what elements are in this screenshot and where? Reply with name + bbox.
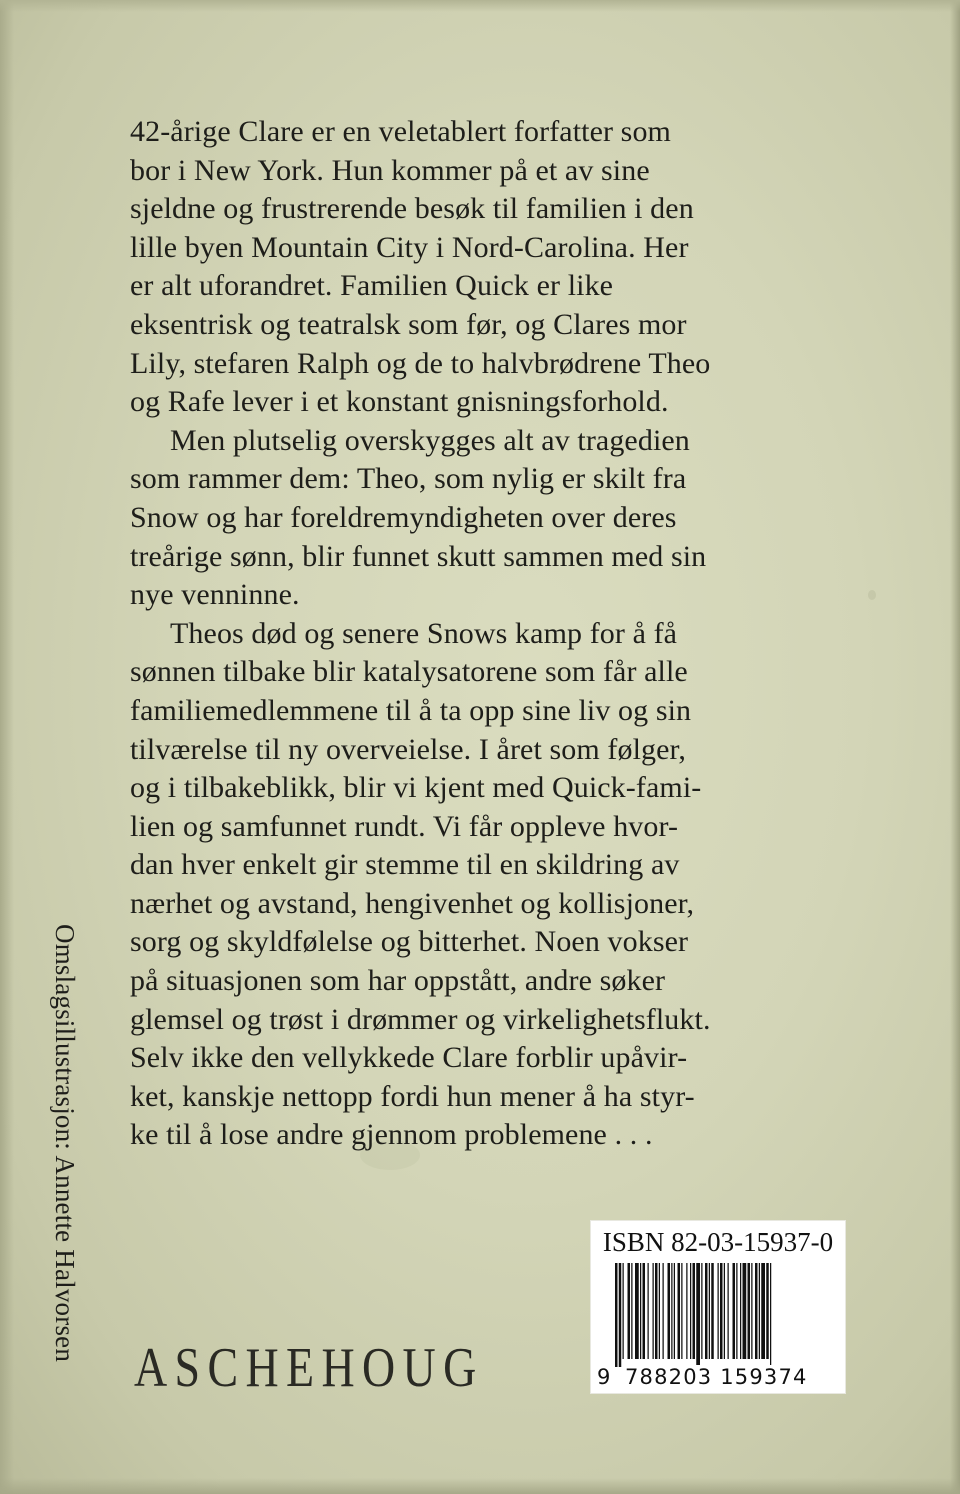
barcode-bar <box>709 1263 710 1359</box>
barcode-bar <box>743 1263 747 1359</box>
blurb-line: eksentrisk og teatralsk som før, og Clares mor <box>130 307 687 341</box>
blurb-line: Men plutselig overskygges alt av tragedien <box>170 423 690 457</box>
barcode-bar <box>674 1263 675 1359</box>
barcode-bar <box>751 1263 752 1359</box>
blurb-line: Lily, stefaren Ralph og de to halvbrødrene Theo <box>130 346 711 380</box>
blurb-line: sorg og skyldfølelse og bitterhet. Noen vokser <box>130 925 689 959</box>
barcode-bar <box>623 1263 624 1359</box>
barcode-bar <box>696 1263 700 1367</box>
blurb-line: Theos død og senere Snows kamp for å få <box>170 616 678 650</box>
barcode-bar <box>759 1263 760 1359</box>
barcode-first-digit: 9 <box>597 1365 611 1389</box>
cover-edge-right <box>950 0 960 1494</box>
barcode-bar <box>648 1263 649 1359</box>
blurb-line: glemsel og trøst i drømmer og virkelighetsflukt. <box>130 1002 711 1036</box>
blurb-line: Selv ikke den vellykkede Clare forblir upåvir- <box>130 1041 688 1075</box>
barcode <box>615 1263 839 1367</box>
blurb-line: som rammer dem: Theo, som nylig er skilt fra <box>130 462 687 496</box>
cover-edge-top <box>0 0 960 12</box>
isbn-barcode-box <box>590 1220 846 1394</box>
barcode-bar <box>766 1263 769 1359</box>
barcode-bar <box>640 1263 641 1359</box>
barcode-bar <box>671 1263 672 1359</box>
illustration-credit-text: Omslagsillustrasjon: Annette Halvorsen <box>50 924 80 1363</box>
blurb-line: og i tilbakeblikk, blir vi kjent med Quick-fami- <box>130 771 702 805</box>
barcode-bar <box>718 1263 719 1359</box>
blurb-line: familiemedlemmene til å ta opp sine liv og sin <box>130 693 692 727</box>
blurb-line: ket, kanskje nettopp fordi hun mener å ha styr- <box>130 1079 695 1113</box>
barcode-bar <box>619 1263 622 1367</box>
blurb-line: 42-årige Clare er en veletablert forfatter som <box>130 115 671 148</box>
barcode-bar <box>748 1263 751 1359</box>
barcode-bar <box>740 1263 741 1359</box>
barcode-bar <box>711 1263 714 1359</box>
blurb-line: lille byen Mountain City i Nord-Carolina. Her <box>130 230 689 264</box>
blurb-line: lien og samfunnet rundt. Vi får oppleve hvor- <box>130 809 679 843</box>
blurb-line: og Rafe lever i et konstant gnisningsforhold. <box>130 385 669 419</box>
blurb-line: treårige sønn, blir funnet skutt sammen med sin <box>130 539 707 573</box>
barcode-bar <box>615 1263 618 1367</box>
blurb-text <box>130 113 870 1155</box>
barcode-bar <box>770 1263 771 1367</box>
blurb-line: Snow og har foreldremyndigheten over deres <box>130 500 677 534</box>
cover-edge-bottom <box>0 1478 960 1494</box>
barcode-bar <box>701 1263 702 1359</box>
barcode-bar <box>733 1263 736 1359</box>
barcode-bar <box>724 1263 725 1359</box>
barcode-bar <box>635 1263 639 1359</box>
barcode-bar <box>681 1263 682 1359</box>
cover-edge-left <box>0 0 14 1494</box>
barcode-bar <box>631 1263 632 1359</box>
barcode-bar <box>643 1263 646 1359</box>
blurb-paragraph-1 <box>130 113 870 422</box>
blurb-line: ke til å lose andre gjennom problemene . . . <box>130 1118 653 1152</box>
barcode-bar <box>728 1263 729 1359</box>
barcode-bar <box>668 1263 671 1359</box>
publisher-logo: ASCHEHOUG <box>134 1337 484 1399</box>
blurb-line: bor i New York. Hun kommer på et av sine <box>130 153 650 187</box>
barcode-bar <box>693 1263 696 1359</box>
barcode-bar <box>736 1263 737 1359</box>
blurb-line: dan hver enkelt gir stemme til en skildring av <box>130 848 680 882</box>
barcode-digits <box>591 1365 845 1393</box>
blurb-paragraph-3 <box>130 615 870 1155</box>
barcode-bar <box>690 1263 691 1359</box>
barcode-bar <box>755 1263 758 1359</box>
isbn-label: ISBN 82-03-15937-0 <box>602 1227 834 1257</box>
barcode-bar <box>705 1263 708 1359</box>
barcode-bar <box>628 1263 631 1359</box>
barcode-bar <box>655 1263 658 1359</box>
blurb-paragraph-2 <box>130 422 870 615</box>
barcode-bar <box>720 1263 723 1359</box>
blurb-line: nærhet og avstand, hengivenhet og kollisjoner, <box>130 886 695 920</box>
barcode-bar <box>761 1263 765 1359</box>
barcode-digit-groups: 788203 159374 <box>625 1365 808 1389</box>
barcode-bar <box>678 1263 681 1359</box>
barcode-bar <box>686 1263 687 1359</box>
blurb-line: på situasjonen som har oppstått, andre søker <box>130 964 666 998</box>
blurb-line: tilværelse til ny overveielse. I året som følger, <box>130 732 687 766</box>
blurb-line: sjeldne og frustrerende besøk til familien i den <box>130 192 694 226</box>
blurb-line: er alt uforandret. Familien Quick er like <box>130 269 614 303</box>
blurb-line: sønnen tilbake blir katalysatorene som får alle <box>130 655 688 689</box>
barcode-bar <box>663 1263 664 1359</box>
barcode-bar <box>659 1263 660 1359</box>
barcode-bar <box>653 1263 654 1359</box>
blurb-line: nye venninne. <box>130 578 300 612</box>
